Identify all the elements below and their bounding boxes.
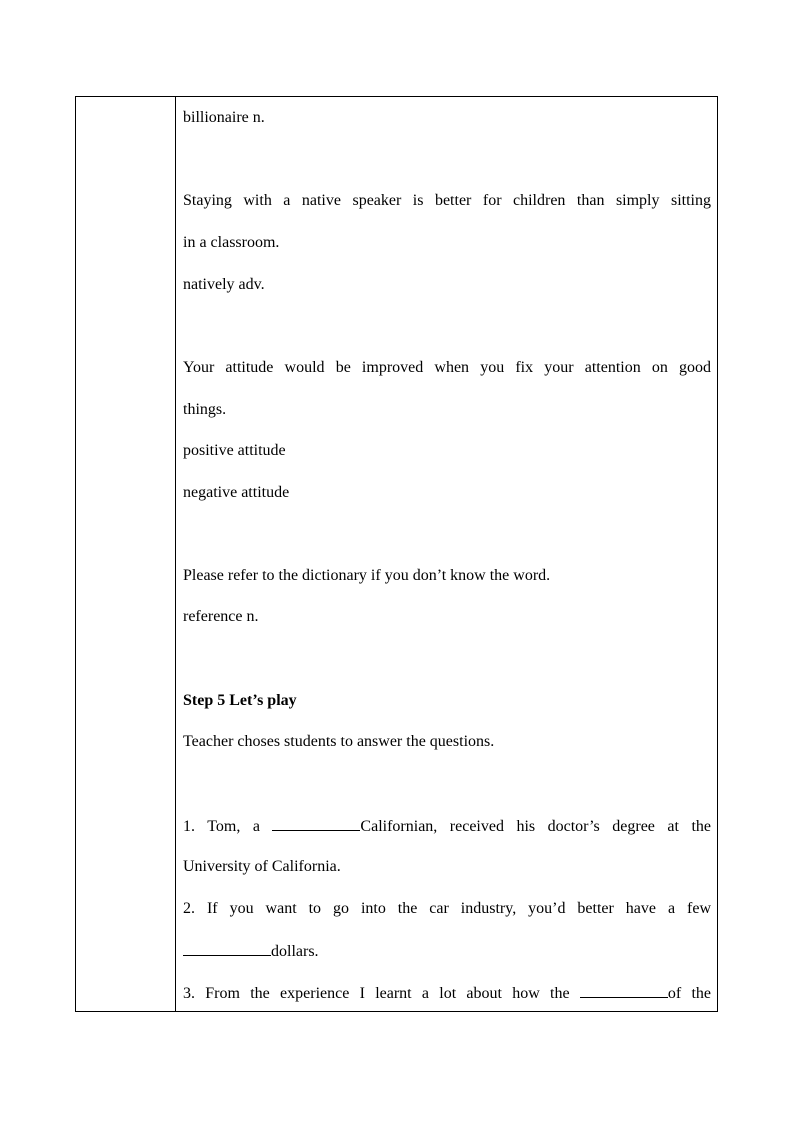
refer-sentence: Please refer to the dictionary if you don’t know the word. — [183, 567, 551, 584]
step5-heading: Step 5 Let’s play — [183, 692, 297, 709]
question-3-text-b: of the — [667, 985, 712, 1002]
question-3-blank — [580, 982, 668, 998]
question-3-number: 3. — [183, 985, 195, 1002]
vocab-natively: natively adv. — [183, 276, 265, 293]
question-1-line-2: University of California. — [183, 858, 341, 875]
question-1-text-b: Californian, received his doctor’s degree at the — [360, 818, 711, 835]
native-sentence-line-2: in a classroom. — [183, 234, 280, 251]
vocab-billionaire: billionaire n. — [183, 109, 265, 126]
question-2-line-2 — [183, 940, 711, 962]
question-3-line-1 — [183, 982, 711, 1004]
question-1-line-1 — [183, 815, 711, 837]
question-2-blank — [183, 940, 271, 956]
question-2-line-1 — [183, 899, 711, 919]
question-2-number: 2. — [183, 900, 195, 917]
lesson-table — [75, 96, 718, 1012]
vocab-negative-attitude: negative attitude — [183, 484, 290, 501]
vocab-positive-attitude: positive attitude — [183, 442, 286, 459]
question-1-blank — [272, 815, 360, 831]
step5-instruction: Teacher choses students to answer the questions. — [183, 733, 495, 750]
vocab-reference: reference n. — [183, 608, 259, 625]
question-1-text-a: Tom, a — [207, 818, 260, 835]
attitude-sentence-line-2: things. — [183, 401, 227, 418]
question-1-number: 1. — [183, 818, 195, 835]
table-right-column — [176, 97, 717, 1011]
question-2-text-b: dollars. — [271, 943, 319, 960]
attitude-sentence-line-1: Your attitude would be improved when you fix your attention on good — [183, 359, 711, 376]
native-sentence-line-1: Staying with a native speaker is better for children than simply sitting — [183, 192, 711, 209]
table-left-column — [76, 97, 176, 1011]
question-3-text-a: From the experience I learnt a lot about how the — [205, 985, 570, 1002]
question-2-text-a: If you want to go into the car industry, you’d better have a few — [206, 900, 712, 917]
